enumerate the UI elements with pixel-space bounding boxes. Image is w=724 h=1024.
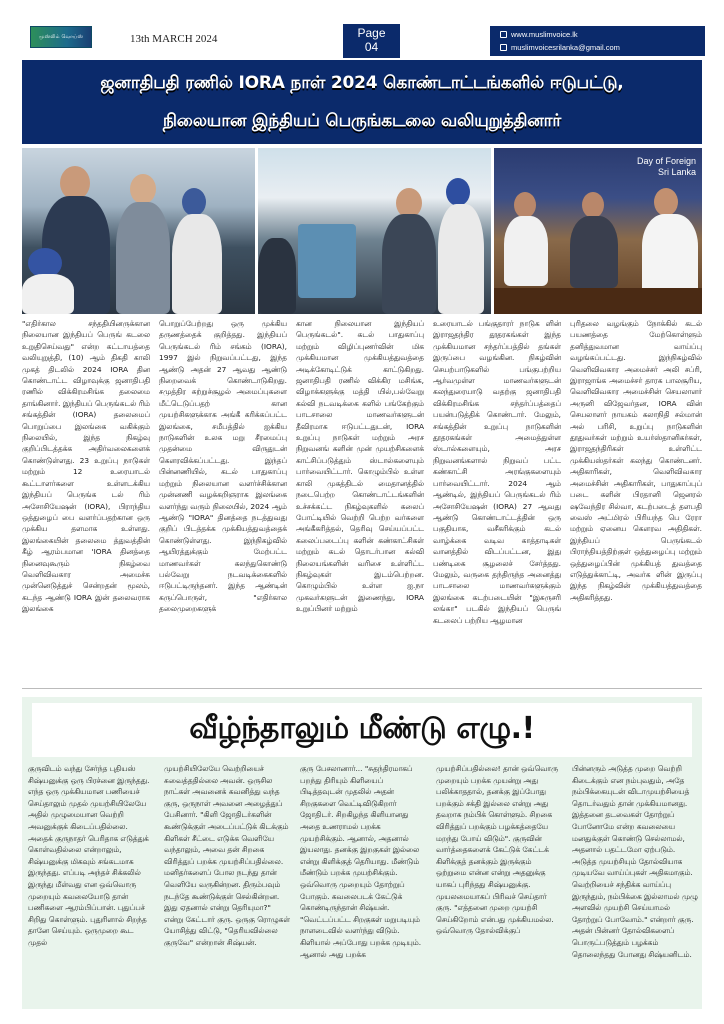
- logo-graphic: [31, 27, 91, 47]
- person-figure: [116, 202, 170, 314]
- person-figure: [570, 216, 618, 288]
- banner-line-2: Sri Lanka: [657, 167, 696, 177]
- story-column-3-text: குரு பேசலானார்... "சுதந்திரமாகப் பறந்து திரியும் கிளியைப் பிடித்தவுடன் முதலில் அதன் சிறகுகளை வெட்டிவிடுகிறார் ஜோதிடர். சிறகிழந்த கிளியானது அதை உணராமல் பறக்க முயற்சிக்கும். ஆனால், அதனால் இயலாது. தனக்கு இறகுகள் இல்லை என்று கிளிக்குத் தெரியாது. மீண்டும் மீண்டும் பறக்க முயற்சிக்கும். ஒவ்வொரு முறையும் தோற்றுப் போகும். கவலைபடக் கேட்டுக் கொண்டிருந்தான் சிஷ்யன். "வெட்டப்பட்ட சிறகுகள் மறுபடியும் நாளடைவில் வளர்ந்து விடும். கிளியால் அப்போது பறக்க முடியும். ஆனால் அது பறக்க: [300, 764, 422, 959]
- headline-line-2: நிலையான இந்தியப் பெருங்கடலை வலியுறுத்தினார்: [162, 111, 562, 131]
- person-head: [654, 188, 678, 216]
- main-headline: [22, 60, 702, 144]
- artwork-board: [298, 224, 356, 298]
- photo-president-with-students[interactable]: [22, 148, 255, 314]
- story-column-5-text: பின்னரும் அடுத்த முறை வெற்றி கிடைக்கும் என நம்புவதும், அதே நம்பிக்கையுடன் விடாமுயற்சியைத் தொடர்வதும் தான் முக்கியமானது. இத்தனை தடவைகள் தோற்றுப் போனோமே என்ற கவலையை மனதுக்குள் கொண்டு செல்லாமல், அதனால் பதட்டமோ ஏற்படும். அடுத்த முயற்சியும் தோல்வியாக முடியவே வாய்ப்புகள் அதிகமாகும். வெற்றியைச் சந்திக்க வாய்ப்பு இருந்தும், நம்பிக்கை இல்லாமல் முழு அளவில் முயற்சி செய்யாமல் தோற்றுப் போவோம்." என்றார் குரு. அதன் பின்னர் தோல்விகளைப் பொருட்படுத்தும் பழக்கம் தொலைந்தது போனது சிஷ்யனிடம்.: [572, 764, 698, 959]
- page-number-tab: [343, 24, 400, 58]
- story-column-1-text: குருவிடம் வந்து சேர்ந்த புதியஸ் சிஷ்யனுக்கு ஒரு பிரச்னை இருந்தது. எந்த ஒரு முக்கியமான பணியைச் செய்தாலும் முதல் முயற்சியிலேயே அதில் முழுமையான வெற்றி அவனுக்குக் கிடைப்பதில்லை. அதைக் குருநாதர் பெரிதாக எடுத்துக் கொள்வதில்லை என்றாலும், சிஷ்யனுக்கு மிகவும் சங்கடமாக இருந்தது. எப்படி அந்தச் சிக்கலில் இருந்து மீள்வது என ஒவ்வொரு முறையும் கவலையோடு தான் பணிகளை ஆரம்பிப்பான். புதுப்பச் சிறிது கொள்ளும். புதுரிளால் சிறந்த தானே செய்யும். ஒருமுறை கூட முதல்: [28, 764, 150, 947]
- story-column-2-text: முயற்சியிலேயே வெற்றியைச் சுவைத்ததில்லை அவன். ஒருசில நாட்கள் அவனைக் கவனித்து வந்த குரு, ஒருநாள் அவனை அழைத்துப் பேசினார். "கிளி ஜோதிடர்களின் கூண்டுக்குள் அடைப்பட்டுக் கிடக்கும் கிளிகள் சீட்டை எடுக்க வெளியே வந்தாலும், அவை தன் சிறகை விரித்துப் பறக்க முயற்சிப்பதில்லை. மனிதர்களைப் போல நடந்து தான் வெளியே வருகின்றன. திரும்பவும் நடந்தே கூண்டுக்குள் செல்கின்றன. இது ஏதனால் என்று தெரியுமா?" என்று கேட்டார் குரு. ஒருகு ரொழுகள் யோசித்து விட்டு, "தெரியவில்லை குருவே" என்றான் சிஷ்யன்.: [164, 764, 290, 947]
- person-head: [60, 166, 90, 200]
- logo-text: முஸ்லிம் வொய்ஸ்: [38, 34, 84, 40]
- page-number: 04: [364, 40, 379, 54]
- person-head: [582, 192, 604, 218]
- student-figure: [438, 204, 484, 314]
- article-column-5-text: புரிதலை வழங்கும் நோக்கில் கடல் பயணத்தை மேற்கொள்ளும் தனித்துவமான வாய்ப்பு வழங்கப்பட்டது. இந்நிகழ்வில் வெளிவிவகார அமைச்சர் அலி சப்ரி, இராஜாங்க அமைச்சர் தாரக பாலசூரிய, வெளிவிவகார அமைச்சின் செயலாளர் அருனி விஜேவர்தன, IORA வின் செயலாளர் நாயகம் கலாநிதி சல்மான் அல் பரிசி, உறுப்பு நாடுகளின் தூதுவர்கள் மற்றும் உயர்ஸ்தானிகர்கள், இராஜதந்திரிகள் உள்ளிட்ட முக்கியஸ்தர்கள் கலந்து கொண்டனர். அதிகாரிகள், வெளிவிவகார அமைச்சின் அதிகாரிகள், பாதுகாப்புப் படை களின் பிரதானி ஜெனரல் ஷவேந்திர சில்வா, கடற்படைத் தளபதி வைஸ் அட்மிரல் பிரியந்த பெ ரேரா மற்றும் ஏனைய கௌரவ அதிதிகள். இந்தியப் பெருங்கடல் பிராந்தியத்திற்குள் ஒத்துழைப்பு மற்றும் ஒத்துழைப்பின் முக்கியத் துவத்தை எடுத்துக்காட்டி, அவர்க ளின் இருப்பு இந்த நிகழ்வின் முக்கியத்துவத்தை அதிகரித்தது.: [570, 319, 702, 602]
- photo-dignitaries-seated[interactable]: [494, 148, 702, 314]
- story-column-2: [164, 763, 290, 1003]
- article-column-4-text: உரையாடல் பங்குதாரர் நாடுக ளின் இராஜதந்திர தூதரகங்கள் இந்த முக்கியமான சந்தர்ப்பத்தில் தங்கள் இருப்பை வழங்கின. நிகழ்வின் செயற்பாடுகளில் பங்குபற்றிய ஆர்வமுள்ள மாணவர்களுடன் கலந்துரையாடு வதற்கு ஜனாதிபதி விக்கிரமசிங்க சந்தர்ப்பத்தைப் பயன்படுத்திக் கொண்டார். மேலும், சங்கத்தின் உறுப்பு நாடுகளின் தூதரகங்கள் அமைத்துள்ள ஸ்டால்களையும், அரச நிறுவனங்களால் நிறுவப் பட்ட கண்காட்சி அரங்குகளையும் பார்வையிட்டார். 2024 ஆம் ஆண்டில், இந்தியப் பெருங்கடல் ரிம் அசோசியேஷன் (IORA) 27 ஆவது ஆண்டு கொண்டாட்டத்தின் ஒரு பகுதியாக, வசீகரிக்கும் கடல் வாழ்க்கை வடிவ காத்தாடிகள் வானத்தில் விடப்பட்டன, இது பண்டிகை சூழலைச் சேர்த்தது. மேலும், வருகை தந்திருந்த அனைத்து பாடசாலை மாணவர்களுக்கும் இலங்கை கடற்படையின் "இசுருசரி லங்கா" படகில் இந்தியப் பெருங் கடலைப் பற்றிய ஆழமான: [433, 319, 561, 625]
- website-row[interactable]: [500, 28, 695, 41]
- photo-art-exhibition[interactable]: [258, 148, 491, 314]
- article-column-4: [433, 318, 561, 684]
- story-column-4-text: முயற்சிப்பதில்லை! தான் ஒவ்வொரு முறையும் பறக்க முயன்று அது பலிக்காததால், தனக்கு இப்போது பறக்கும் சக்தி இல்லை என்று அது தவறாக நம்பிக் கொள்ளும். சிறகை விரித்துப் பறக்கும் பழக்கத்தையே மறந்து போய் விடும்". குருவின் வார்த்தைகளைக் கேட்டுக் கேட்டக் கிளிக்குத் தனக்கும் இருக்கும் ஒற்றுமை என்ன என்று அதனுக்கு யாகப் புரிந்தது சிஷ்யனுக்கு. முயலமையாகப் பிரிவச் செய்தார் குரு. "எத்தனை முறை முயற்சி செய்கிறோம் என்பது முக்கியமல்ல. ஒவ்வொரு தோல்விக்குப்: [436, 764, 558, 936]
- story-column-4: [436, 763, 562, 1003]
- contact-box: [490, 26, 705, 56]
- event-banner: [637, 156, 696, 178]
- person-head: [514, 192, 536, 218]
- photo-strip: [22, 148, 702, 314]
- article-column-1: [22, 318, 150, 684]
- student-cap: [446, 178, 470, 206]
- story-column-5: [572, 763, 698, 1003]
- issue-date: 13th MARCH 2024: [130, 33, 218, 45]
- story-title: வீழ்ந்தாலும் மீண்டு எழு.!: [189, 710, 535, 746]
- globe-icon: [500, 31, 507, 38]
- headline-line-1: ஜனாதிபதி ரணில் IORA நாள் 2024 கொண்டாட்டங்களில் ஈடுபட்டு,: [100, 73, 624, 93]
- page-header: [0, 0, 724, 58]
- story-column-3: [300, 763, 426, 1003]
- student-cap: [182, 188, 206, 216]
- article-column-1-text: "எதிர்கால சந்ததியினருக்கான நிலையான இந்தியப் பெருங் கடலை உறுதிசெய்வது" என்ற கட்டாயத்தை வலியுறுத்தி, (10) ஆம் திகதி காலி முகத் திடலில் 2024 IORA தின கொண்டாட்ட விழாவுக்கு ஜனாதிபதி ரணில் விக்கிரமசிங்க தலைமை தாங்கினார். இந்தியப் பெருங்கடல் ரிம் சங்கத்தின் (IORA) தலைமைப் பொறுப்பை இலங்கை வகிக்கும் நிலையில், இந்த நிகழ்வு குறிப்பிடத்தக்க அதிர்வலைகளைக் கொண்டுள்ளது. 23 உறுப்பு நாடுகள் மற்றும் 12 உரையாடல் கூட்டாளர்களை உள்ளடக்கிய இந்தியப் பெருங்க டல் ரிம் அசோசியேஷன் (IORA), பிராந்திய ஒத்துழைப் பை வளர்ப்பதற்கான ஒரு முக்கிய தளமாக உள்ளது. இலங்கையின் தலைமை த்துவத்தின் கீழ் ஆரம்பமான 'IORA தினத்தை நினைவுகூரும் நிகழ்வை வெளிவிவகார அமைச்சு முன்னெடுத்துச் சென்றதன் மூலம், கடந்த ஆண்டு IORA இன் தலைவராக இலங்கை: [22, 319, 150, 614]
- table: [494, 288, 702, 314]
- banner-line-1: Day of Foreign: [636, 156, 696, 166]
- section-divider: [22, 688, 702, 689]
- email-row[interactable]: [500, 41, 695, 54]
- article-column-5: [570, 318, 702, 684]
- article-column-3: [296, 318, 424, 684]
- page-label: Page: [357, 26, 386, 40]
- person-figure: [382, 214, 436, 314]
- person-figure: [504, 216, 548, 286]
- website-link[interactable]: www.muslimvoice.lk: [511, 30, 578, 39]
- story-column-1: [28, 763, 154, 1003]
- person-head: [130, 174, 156, 204]
- main-article: [22, 318, 702, 684]
- mail-icon: [500, 44, 507, 51]
- story-section: [22, 697, 702, 1009]
- story-title-box: [32, 703, 692, 757]
- publication-logo[interactable]: [30, 26, 92, 48]
- article-column-2: [159, 318, 287, 684]
- person-figure: [258, 238, 296, 314]
- person-figure: [642, 214, 698, 294]
- article-column-2-text: பொறுப்பேற்றது ஒரு முக்கிய தருணத்தைக் குறித்தது. இந்தியப் பெருங்கடல் ரிம் சங்கம் (IORA), 1997 இல் நிறுவப்பட்டது, இந்த ஆண்டு அதன் 27 ஆவது ஆண்டு நிறைவைக் கொண்டாடுகிறது. சமுத்திர சுற்றுச்சூழல் அமைப்புகளை மீட்டெடுப்பதற் கான முயற்சிகளுக்காக அங்கீ கரிக்கப்பட்ட இலங்கை, சமீபத்தில் ஐக்கிய நாடுகளின் உலக மறு சீரமைப்பு முதன்மை விருதுடன் கௌரவிக்கப்பட்டது. இந்தப் பின்னணியில், கடல் பாதுகாப்பு மற்றும் நிலையான வளர்ச்சிக்கான முன்னணி வழக்கறிஞராக இலங்கை வளர்ந்து வரும் நிலையில், 2024 ஆம் ஆண்டு "IORA" தினத்தை நடத்துவது குறிப் பிடத்தக்க முக்கியத்துவத்தைக் கொண்டுள்ளது. இந்நிகழ்வில் ஆயிரத்துக்கும் மேற்பட்ட மாணவர்கள் கலந்துகொண்டு பல்வேறு நடவடிக்கைகளில் ஈடுபட்டிருந்தனர். இந்த ஆண்டின் கருப்பொருள், "எதிர்கால தலைமுறைகளுக்: [159, 319, 287, 614]
- student-figure: [172, 214, 222, 314]
- student-figure: [22, 274, 74, 314]
- article-column-3-text: கான நிலையான இந்தியப் பெருங்கடல்". கடல் பாதுகாப்பு மற்றும் விழிப்புணர்வின் மிக முக்கியமான முக்கியத்துவத்தை அடிக்கோடிட்டுக் காட்டுகிறது. ஜனாதிபதி ரணில் விக்கிர மசிங்க, விழாக்களுக்கு மத்தி யில்,பல்வேறு கல்வி நடவடிக்கை களில் பங்கேற்கும் பாடசாலை மாணவர்களுடன் தீவிரமாக ஈடுபட்டதுடன், IORA உறுப்பு நாடுகள் மற்றும் அரச நிறுவனங் களின் முன் முயற்சிகளைக் காட்சிப்படுத்தும் ஸ்டால்களையும் பார்வையிட்டார். கொழும்பில் உள்ள காலி முகத்திடல் மைதானத்தில் நடைபெற்ற கொண்டாட்டங்களின் உச்சக்கட்ட நிகழ்வுகளில் கலைப் போட்டியில் வெற்றி பெற்ற வர்களை அங்கீகரித்தல், தெரிவு செய்யப்பட்ட கலைப்படைப்பு களின் கண்காட்சிகள் மற்றும் கடல் தொடர்பான கல்வி நிலையங்களின் வரிசை உள்ளிட்ட நிகழ்வுகள் இடம்பெற்றன. கொழும்பில் உள்ள ஐ.நா முகவர்களுடன் இணைந்து, IORA உறுப்பினர் மற்றும்: [296, 319, 424, 614]
- email-link[interactable]: muslimvoicesrilanka@gmail.com: [511, 43, 620, 52]
